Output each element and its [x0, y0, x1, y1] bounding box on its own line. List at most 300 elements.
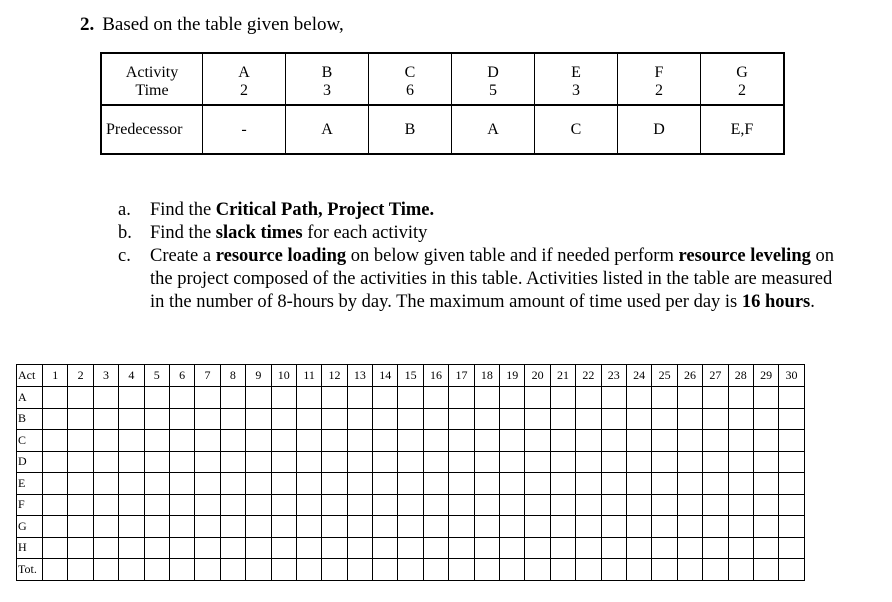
grid-cell[interactable]	[525, 473, 550, 495]
grid-cell[interactable]	[68, 537, 93, 559]
grid-cell[interactable]	[296, 537, 321, 559]
grid-cell[interactable]	[525, 451, 550, 473]
grid-cell[interactable]	[220, 494, 245, 516]
grid-cell[interactable]	[601, 516, 626, 538]
grid-cell[interactable]	[195, 387, 220, 409]
grid-cell[interactable]	[373, 451, 398, 473]
grid-cell[interactable]	[398, 516, 423, 538]
grid-cell[interactable]	[423, 473, 448, 495]
grid-cell[interactable]	[246, 559, 271, 581]
grid-cell[interactable]	[347, 473, 372, 495]
grid-cell[interactable]	[398, 430, 423, 452]
grid-cell[interactable]	[550, 537, 575, 559]
grid-cell[interactable]	[68, 473, 93, 495]
grid-cell[interactable]	[271, 387, 296, 409]
grid-cell[interactable]	[423, 408, 448, 430]
grid-cell[interactable]	[728, 451, 753, 473]
grid-cell[interactable]	[728, 430, 753, 452]
predecessor-cell: E,F	[701, 105, 785, 154]
grid-cell[interactable]	[500, 408, 525, 430]
grid-cell[interactable]	[626, 451, 651, 473]
grid-cell[interactable]	[449, 387, 474, 409]
grid-cell[interactable]	[423, 387, 448, 409]
grid-cell[interactable]	[169, 537, 194, 559]
grid-cell[interactable]	[296, 559, 321, 581]
grid-cell[interactable]	[43, 408, 68, 430]
grid-cell[interactable]	[550, 430, 575, 452]
grid-cell[interactable]	[601, 430, 626, 452]
grid-cell[interactable]	[449, 451, 474, 473]
activity-cell: A	[203, 53, 286, 82]
grid-cell[interactable]	[779, 408, 804, 430]
activity-cell: E	[535, 53, 618, 82]
grid-cell[interactable]	[322, 494, 347, 516]
grid-cell[interactable]	[43, 473, 68, 495]
grid-cell[interactable]	[347, 430, 372, 452]
day-header: 11	[296, 365, 321, 387]
grid-cell[interactable]	[601, 494, 626, 516]
grid-cell[interactable]	[601, 559, 626, 581]
day-header: 3	[93, 365, 118, 387]
grid-cell[interactable]	[322, 516, 347, 538]
grid-cell[interactable]	[550, 494, 575, 516]
grid-cell[interactable]	[550, 516, 575, 538]
grid-cell[interactable]	[652, 516, 677, 538]
grid-cell[interactable]	[119, 387, 144, 409]
grid-cell[interactable]	[449, 559, 474, 581]
grid-cell[interactable]	[500, 516, 525, 538]
grid-cell[interactable]	[296, 451, 321, 473]
grid-cell[interactable]	[601, 473, 626, 495]
grid-cell[interactable]	[322, 473, 347, 495]
grid-cell[interactable]	[398, 473, 423, 495]
grid-cell[interactable]	[373, 387, 398, 409]
grid-cell[interactable]	[271, 473, 296, 495]
grid-cell[interactable]	[677, 537, 702, 559]
grid-cell[interactable]	[550, 408, 575, 430]
grid-cell[interactable]	[347, 494, 372, 516]
grid-cell[interactable]	[753, 494, 778, 516]
grid-cell[interactable]	[246, 451, 271, 473]
grid-cell[interactable]	[347, 451, 372, 473]
grid-cell[interactable]	[677, 559, 702, 581]
grid-cell[interactable]	[753, 559, 778, 581]
grid-cell[interactable]	[195, 559, 220, 581]
grid-cell[interactable]	[601, 408, 626, 430]
grid-cell[interactable]	[144, 494, 169, 516]
grid-cell[interactable]	[601, 537, 626, 559]
grid-cell[interactable]	[195, 516, 220, 538]
grid-cell[interactable]	[271, 494, 296, 516]
grid-cell[interactable]	[271, 537, 296, 559]
grid-cell[interactable]	[423, 559, 448, 581]
grid-cell[interactable]	[626, 408, 651, 430]
grid-cell[interactable]	[195, 408, 220, 430]
activity-cell: G	[701, 53, 785, 82]
grid-cell[interactable]	[398, 494, 423, 516]
time-cell: 3	[286, 82, 369, 105]
grid-cell[interactable]	[119, 430, 144, 452]
grid-cell[interactable]	[474, 451, 499, 473]
grid-cell[interactable]	[119, 494, 144, 516]
grid-cell[interactable]	[626, 559, 651, 581]
grid-cell[interactable]	[347, 559, 372, 581]
grid-cell[interactable]	[144, 430, 169, 452]
grid-cell[interactable]	[703, 430, 728, 452]
grid-cell[interactable]	[347, 516, 372, 538]
grid-cell[interactable]	[119, 559, 144, 581]
grid-cell[interactable]	[703, 516, 728, 538]
grid-cell[interactable]	[677, 408, 702, 430]
grid-cell[interactable]	[271, 559, 296, 581]
grid-cell[interactable]	[220, 537, 245, 559]
task-bold-text: Critical Path, Project Time.	[215, 200, 435, 220]
grid-cell[interactable]	[169, 408, 194, 430]
grid-cell[interactable]	[525, 408, 550, 430]
grid-cell[interactable]	[93, 516, 118, 538]
grid-cell[interactable]	[652, 387, 677, 409]
grid-cell[interactable]	[296, 387, 321, 409]
grid-cell[interactable]	[93, 537, 118, 559]
grid-cell[interactable]	[525, 430, 550, 452]
grid-cell[interactable]	[500, 559, 525, 581]
grid-cell[interactable]	[728, 387, 753, 409]
grid-cell[interactable]	[753, 516, 778, 538]
grid-cell[interactable]	[576, 451, 601, 473]
grid-cell[interactable]	[93, 559, 118, 581]
grid-cell[interactable]	[626, 430, 651, 452]
grid-cell[interactable]	[779, 516, 804, 538]
grid-cell[interactable]	[322, 559, 347, 581]
grid-cell[interactable]	[677, 451, 702, 473]
task-bold-text: 16 hours	[741, 292, 811, 312]
grid-cell[interactable]	[753, 430, 778, 452]
grid-cell[interactable]	[43, 516, 68, 538]
grid-cell[interactable]	[500, 387, 525, 409]
grid-cell[interactable]	[246, 387, 271, 409]
grid-cell[interactable]	[652, 473, 677, 495]
grid-cell[interactable]	[93, 451, 118, 473]
grid-cell[interactable]	[779, 387, 804, 409]
grid-cell[interactable]	[576, 516, 601, 538]
grid-cell[interactable]	[779, 451, 804, 473]
grid-cell[interactable]	[703, 537, 728, 559]
grid-cell[interactable]	[550, 387, 575, 409]
task-text: Find the	[150, 200, 216, 220]
grid-cell[interactable]	[195, 451, 220, 473]
grid-cell[interactable]	[220, 473, 245, 495]
grid-row	[17, 451, 805, 473]
grid-cell[interactable]	[728, 408, 753, 430]
day-header: 6	[169, 365, 194, 387]
grid-cell[interactable]	[779, 494, 804, 516]
question-heading	[80, 14, 344, 36]
grid-cell[interactable]	[474, 537, 499, 559]
grid-cell[interactable]	[449, 473, 474, 495]
grid-cell[interactable]	[779, 537, 804, 559]
grid-cell[interactable]	[753, 537, 778, 559]
grid-cell[interactable]	[296, 473, 321, 495]
grid-cell[interactable]	[271, 430, 296, 452]
grid-cell[interactable]	[652, 537, 677, 559]
grid-cell[interactable]	[779, 430, 804, 452]
grid-cell[interactable]	[373, 430, 398, 452]
time-cell: 5	[452, 82, 535, 105]
question-text: Based on the table given below,	[102, 14, 344, 35]
grid-cell[interactable]	[779, 559, 804, 581]
grid-cell[interactable]	[601, 387, 626, 409]
grid-cell[interactable]	[347, 408, 372, 430]
grid-cell[interactable]	[550, 451, 575, 473]
grid-cell[interactable]	[703, 559, 728, 581]
activity-table	[100, 52, 785, 155]
grid-cell[interactable]	[576, 387, 601, 409]
grid-cell[interactable]	[423, 430, 448, 452]
grid-cell[interactable]	[169, 451, 194, 473]
grid-cell[interactable]	[576, 408, 601, 430]
grid-cell[interactable]	[652, 494, 677, 516]
grid-cell[interactable]	[322, 408, 347, 430]
grid-cell[interactable]	[474, 387, 499, 409]
grid-cell[interactable]	[246, 473, 271, 495]
grid-cell[interactable]	[373, 494, 398, 516]
grid-cell[interactable]	[626, 516, 651, 538]
grid-cell[interactable]	[474, 473, 499, 495]
grid-cell[interactable]	[119, 537, 144, 559]
grid-cell[interactable]	[525, 516, 550, 538]
grid-cell[interactable]	[68, 387, 93, 409]
grid-cell[interactable]	[169, 494, 194, 516]
grid-cell[interactable]	[677, 473, 702, 495]
grid-cell[interactable]	[652, 451, 677, 473]
task-letter: a.	[118, 200, 131, 220]
grid-cell[interactable]	[703, 451, 728, 473]
grid-cell[interactable]	[677, 430, 702, 452]
task-text: Create a	[150, 246, 216, 266]
day-header: 4	[119, 365, 144, 387]
day-header: 30	[779, 365, 804, 387]
grid-row	[17, 473, 805, 495]
grid-cell[interactable]	[169, 430, 194, 452]
grid-cell[interactable]	[779, 473, 804, 495]
grid-cell[interactable]	[169, 473, 194, 495]
grid-cell[interactable]	[195, 537, 220, 559]
grid-cell[interactable]	[474, 408, 499, 430]
grid-cell[interactable]	[525, 494, 550, 516]
grid-cell[interactable]	[550, 559, 575, 581]
grid-cell[interactable]	[144, 473, 169, 495]
grid-cell[interactable]	[68, 430, 93, 452]
grid-cell[interactable]	[43, 494, 68, 516]
grid-cell[interactable]	[246, 516, 271, 538]
grid-cell[interactable]	[753, 473, 778, 495]
grid-cell[interactable]	[398, 537, 423, 559]
grid-cell[interactable]	[220, 387, 245, 409]
grid-cell[interactable]	[728, 516, 753, 538]
grid-cell[interactable]	[373, 537, 398, 559]
grid-cell[interactable]	[423, 516, 448, 538]
grid-cell[interactable]	[347, 537, 372, 559]
grid-cell[interactable]	[119, 473, 144, 495]
grid-cell[interactable]	[195, 430, 220, 452]
grid-cell[interactable]	[144, 516, 169, 538]
grid-cell[interactable]	[626, 387, 651, 409]
grid-cell[interactable]	[753, 408, 778, 430]
grid-cell[interactable]	[576, 430, 601, 452]
grid-cell[interactable]	[500, 430, 525, 452]
grid-cell[interactable]	[474, 430, 499, 452]
grid-cell[interactable]	[144, 408, 169, 430]
grid-cell[interactable]	[296, 408, 321, 430]
grid-cell[interactable]	[322, 451, 347, 473]
grid-cell[interactable]	[43, 537, 68, 559]
grid-cell[interactable]	[322, 430, 347, 452]
grid-cell[interactable]	[728, 473, 753, 495]
grid-cell[interactable]	[652, 408, 677, 430]
grid-cell[interactable]	[423, 537, 448, 559]
grid-row-label: B	[17, 408, 43, 430]
grid-cell[interactable]	[474, 559, 499, 581]
grid-cell[interactable]	[43, 430, 68, 452]
grid-cell[interactable]	[246, 494, 271, 516]
grid-cell[interactable]	[43, 559, 68, 581]
grid-cell[interactable]	[144, 559, 169, 581]
grid-cell[interactable]	[322, 387, 347, 409]
grid-row-label: C	[17, 430, 43, 452]
grid-cell[interactable]	[220, 516, 245, 538]
grid-cell[interactable]	[246, 408, 271, 430]
grid-cell[interactable]	[169, 387, 194, 409]
grid-cell[interactable]	[576, 473, 601, 495]
grid-cell[interactable]	[728, 537, 753, 559]
day-header: 23	[601, 365, 626, 387]
grid-cell[interactable]	[398, 408, 423, 430]
grid-cell[interactable]	[68, 494, 93, 516]
grid-cell[interactable]	[398, 559, 423, 581]
grid-cell[interactable]	[474, 494, 499, 516]
grid-cell[interactable]	[525, 387, 550, 409]
grid-cell[interactable]	[93, 494, 118, 516]
grid-cell[interactable]	[753, 387, 778, 409]
grid-cell[interactable]	[93, 430, 118, 452]
grid-cell[interactable]	[93, 387, 118, 409]
grid-cell[interactable]	[500, 537, 525, 559]
grid-cell[interactable]	[195, 494, 220, 516]
grid-cell[interactable]	[246, 430, 271, 452]
grid-cell[interactable]	[449, 537, 474, 559]
grid-cell[interactable]	[271, 451, 296, 473]
grid-cell[interactable]	[753, 451, 778, 473]
grid-cell[interactable]	[144, 387, 169, 409]
grid-cell[interactable]	[68, 408, 93, 430]
grid-cell[interactable]	[576, 537, 601, 559]
grid-cell[interactable]	[550, 473, 575, 495]
grid-cell[interactable]	[373, 559, 398, 581]
grid-cell[interactable]	[500, 451, 525, 473]
grid-cell[interactable]	[220, 559, 245, 581]
grid-cell[interactable]	[144, 451, 169, 473]
time-cell: 3	[535, 82, 618, 105]
grid-cell[interactable]	[677, 516, 702, 538]
grid-cell[interactable]	[677, 387, 702, 409]
grid-cell[interactable]	[246, 537, 271, 559]
grid-cell[interactable]	[626, 473, 651, 495]
grid-cell[interactable]	[169, 559, 194, 581]
grid-cell[interactable]	[373, 516, 398, 538]
grid-cell[interactable]	[652, 430, 677, 452]
grid-cell[interactable]	[296, 430, 321, 452]
grid-cell[interactable]	[169, 516, 194, 538]
grid-cell[interactable]	[373, 408, 398, 430]
task-text: for each activity	[302, 223, 428, 243]
grid-cell[interactable]	[423, 451, 448, 473]
activity-cell: B	[286, 53, 369, 82]
grid-cell[interactable]	[296, 516, 321, 538]
grid-cell[interactable]	[43, 451, 68, 473]
grid-cell[interactable]	[601, 451, 626, 473]
grid-cell[interactable]	[703, 494, 728, 516]
grid-cell[interactable]	[449, 516, 474, 538]
grid-cell[interactable]	[43, 387, 68, 409]
grid-cell[interactable]	[576, 559, 601, 581]
grid-cell[interactable]	[373, 473, 398, 495]
grid-cell[interactable]	[220, 451, 245, 473]
grid-cell[interactable]	[220, 430, 245, 452]
grid-cell[interactable]	[144, 537, 169, 559]
grid-cell[interactable]	[271, 408, 296, 430]
grid-cell[interactable]	[322, 537, 347, 559]
grid-row-label: G	[17, 516, 43, 538]
grid-cell[interactable]	[652, 559, 677, 581]
grid-cell[interactable]	[626, 537, 651, 559]
grid-cell[interactable]	[195, 473, 220, 495]
grid-cell[interactable]	[525, 537, 550, 559]
grid-cell[interactable]	[423, 494, 448, 516]
grid-cell[interactable]	[677, 494, 702, 516]
grid-cell[interactable]	[474, 516, 499, 538]
grid-cell[interactable]	[220, 408, 245, 430]
grid-cell[interactable]	[449, 430, 474, 452]
grid-cell[interactable]	[703, 473, 728, 495]
grid-cell[interactable]	[119, 451, 144, 473]
grid-cell[interactable]	[347, 387, 372, 409]
grid-cell[interactable]	[119, 516, 144, 538]
grid-cell[interactable]	[500, 473, 525, 495]
grid-cell[interactable]	[576, 494, 601, 516]
grid-cell[interactable]	[728, 559, 753, 581]
grid-cell[interactable]	[398, 451, 423, 473]
grid-cell[interactable]	[398, 387, 423, 409]
grid-cell[interactable]	[525, 559, 550, 581]
grid-cell[interactable]	[626, 494, 651, 516]
grid-cell[interactable]	[728, 494, 753, 516]
predecessor-cell: A	[452, 105, 535, 154]
grid-cell[interactable]	[296, 494, 321, 516]
grid-cell[interactable]	[449, 408, 474, 430]
grid-cell[interactable]	[68, 516, 93, 538]
grid-cell[interactable]	[449, 494, 474, 516]
day-header: 21	[550, 365, 575, 387]
grid-cell[interactable]	[93, 473, 118, 495]
grid-cell[interactable]	[93, 408, 118, 430]
grid-cell[interactable]	[68, 559, 93, 581]
grid-cell[interactable]	[271, 516, 296, 538]
grid-cell[interactable]	[703, 408, 728, 430]
grid-cell[interactable]	[68, 451, 93, 473]
grid-cell[interactable]	[119, 408, 144, 430]
grid-cell[interactable]	[500, 494, 525, 516]
grid-cell[interactable]	[703, 387, 728, 409]
